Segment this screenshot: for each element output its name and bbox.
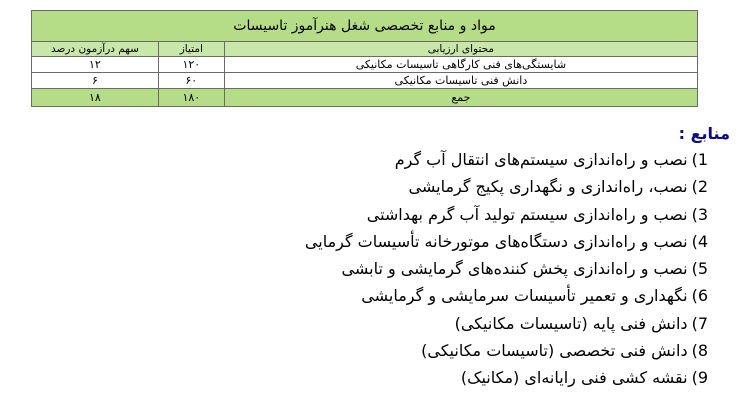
- header-score: امتیاز: [158, 42, 224, 57]
- item-text: نصب و راه‌اندازی سیستم تولید آب گرم بهداشتی: [366, 204, 688, 224]
- list-item: [10, 228, 730, 255]
- item-number: 7): [691, 313, 708, 333]
- item-number: 9): [691, 368, 708, 388]
- table-row: [32, 57, 698, 73]
- list-item: [10, 282, 730, 309]
- list-item: [10, 173, 730, 200]
- item-text: نصب و راه‌اندازی دستگاه‌های موتورخانه تأسیسات گرمایی: [304, 231, 688, 251]
- table-row: [32, 73, 698, 89]
- item-number: 8): [691, 341, 708, 361]
- table-title-row: [32, 11, 698, 42]
- table-header-row: [32, 42, 698, 57]
- item-text: نصب، راه‌اندازی و نگهداری پکیج گرمایشی: [408, 177, 688, 197]
- item-text: نگهداری و تعمیر تأسیسات سرمایشی و گرمایشی: [361, 286, 688, 306]
- list-item: [10, 146, 730, 173]
- item-number: 5): [691, 259, 708, 279]
- assessment-table: [31, 10, 698, 107]
- item-number: 3): [691, 204, 708, 224]
- header-content: محتوای ارزیابی: [224, 42, 697, 57]
- item-number: 6): [691, 286, 708, 306]
- item-text: دانش فنی پایه (تاسیسات مکانیکی): [454, 313, 688, 333]
- list-item: [10, 310, 730, 337]
- cell-content: دانش فنی تاسیسات مکانیکی: [224, 73, 697, 89]
- item-text: نصب و راه‌اندازی پخش کننده‌های گرمایشی و تابشی: [341, 259, 688, 279]
- cell-score: ۶۰: [158, 73, 224, 89]
- list-item: [10, 337, 730, 364]
- total-share: ۱۸: [32, 89, 159, 107]
- total-label: جمع: [224, 89, 697, 107]
- cell-share: ۱۲: [32, 57, 159, 73]
- cell-content: شایستگی‌های فنی کارگاهی تاسیسات مکانیکی: [224, 57, 697, 73]
- item-text: دانش فنی تخصصی (تاسیسات مکانیکی): [421, 341, 688, 361]
- item-number: 1): [691, 150, 708, 169]
- item-text: نقشه کشی فنی رایانه‌ای (مکانیک): [460, 368, 688, 388]
- sources-heading: منابع :: [678, 124, 730, 143]
- table-title: مواد و منابع تخصصی شغل هنرآموز تاسیسات: [32, 11, 698, 42]
- item-text: نصب و راه‌اندازی سیستم‌های انتقال آب گرم: [394, 150, 688, 169]
- cell-share: ۶: [32, 73, 159, 89]
- sources-section: [10, 122, 730, 392]
- sources-list: [10, 146, 730, 392]
- list-item: [10, 364, 730, 391]
- total-score: ۱۸۰: [158, 89, 224, 107]
- list-item: [10, 255, 730, 282]
- header-share: سهم درآزمون درصد: [32, 42, 159, 57]
- item-number: 2): [691, 177, 708, 197]
- cell-score: ۱۲۰: [158, 57, 224, 73]
- item-number: 4): [691, 231, 708, 251]
- table-total-row: [32, 89, 698, 107]
- list-item: [10, 201, 730, 228]
